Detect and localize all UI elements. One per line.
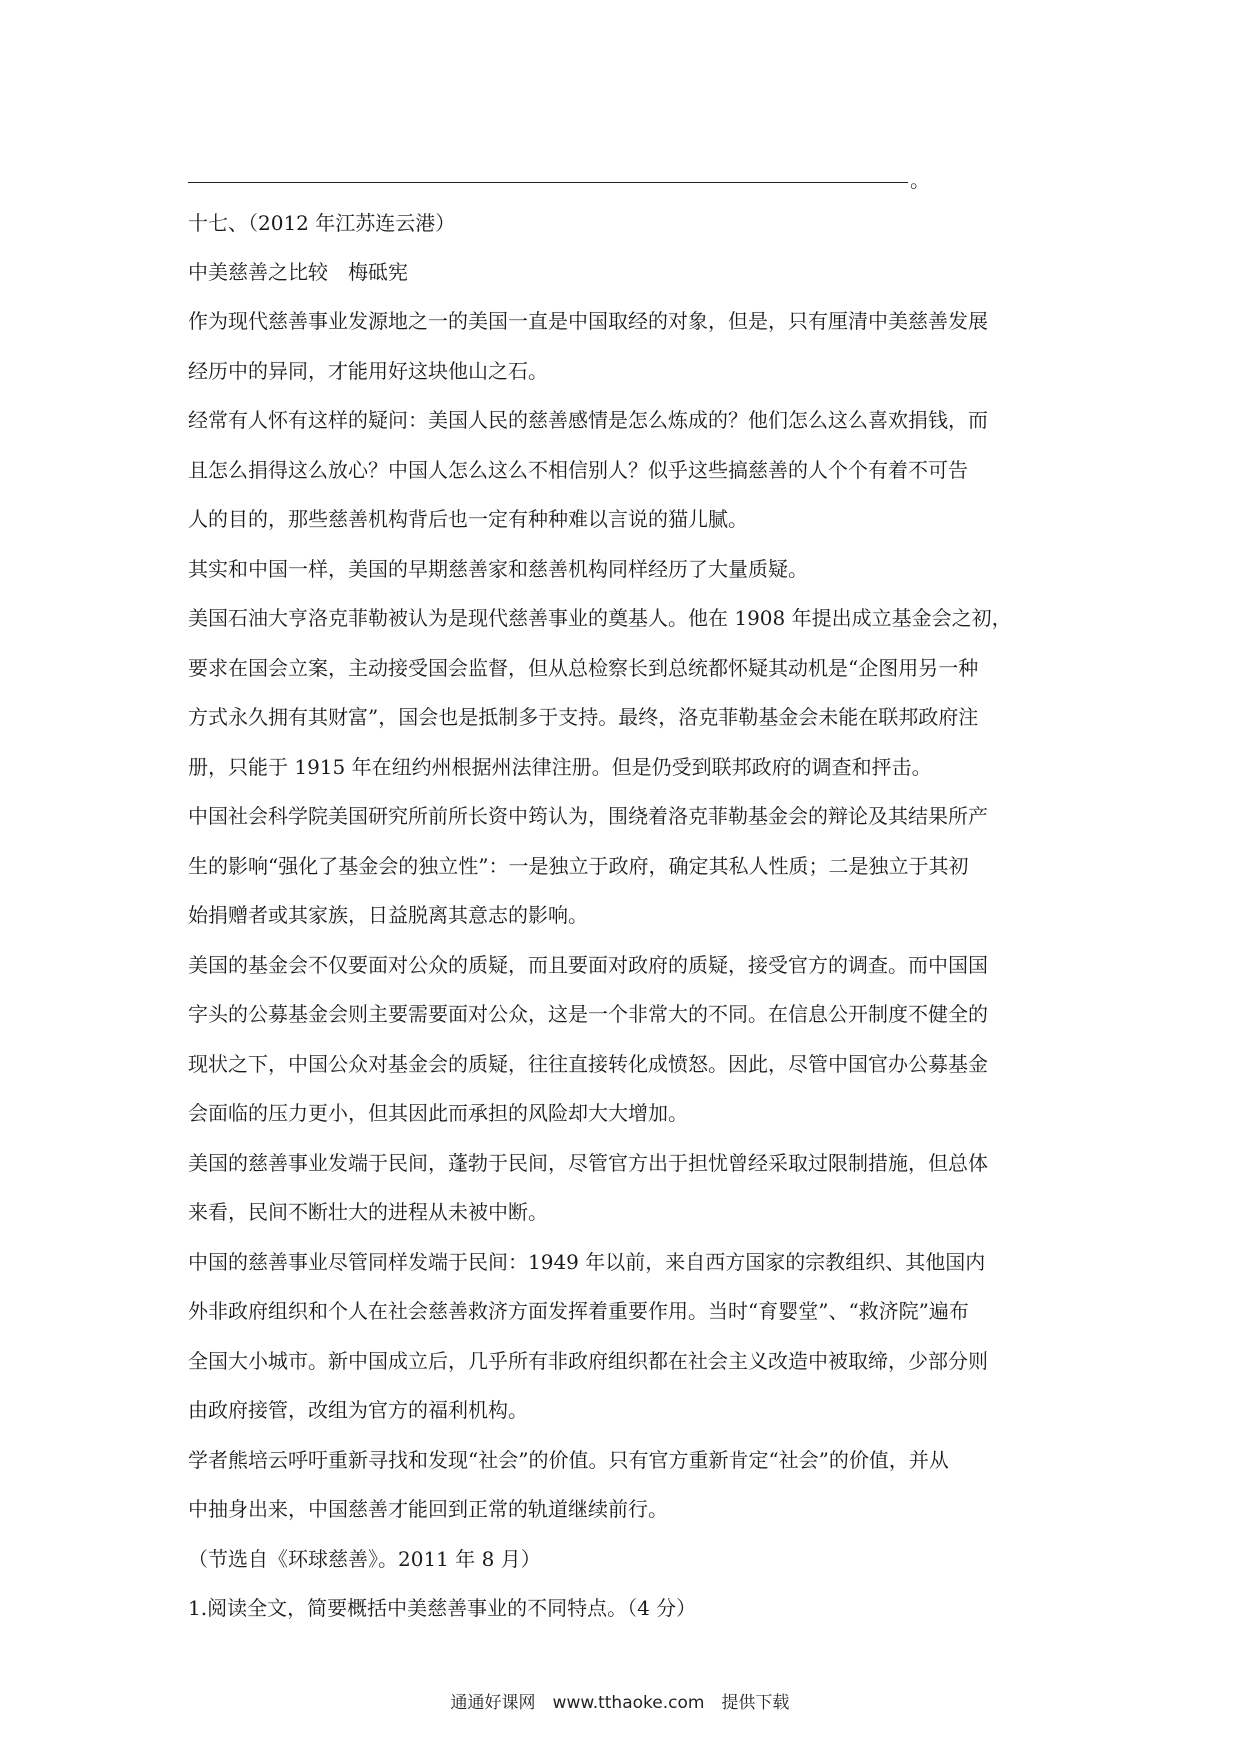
section-heading: 十七、（2012 年江苏连云港）: [188, 211, 456, 235]
page-footer: 通通好课网 www.tthaoke.com 提供下载: [450, 1693, 790, 1713]
text-line: 中国的慈善事业尽管同样发端于民间：1949 年以前，来自西方国家的宗教组织、其他国内: [188, 1249, 986, 1274]
text-line: 美国的慈善事业发端于民间，蓬勃于民间，尽管官方出于担忧曾经采取过限制措施，但总体: [188, 1150, 988, 1175]
text-line: 且怎么捐得这么放心？中国人怎么这么不相信别人？似乎这些搞慈善的人个个有着不可告: [188, 457, 968, 482]
text-line: 生的影响“强化了基金会的独立性”：一是独立于政府，确定其私人性质；二是独立于其初: [188, 853, 969, 878]
text-line: 美国的基金会不仅要面对公众的质疑，而且要面对政府的质疑，接受官方的调查。而中国国: [188, 952, 988, 977]
text-line: 经常有人怀有这样的疑问：美国人民的慈善感情是怎么炼成的？他们怎么这么喜欢捐钱，而: [188, 408, 988, 432]
text-line: 会面临的压力更小，但其因此而承担的风险却大大增加。: [188, 1101, 688, 1125]
text-line: 其实和中国一样，美国的早期慈善家和慈善机构同样经历了大量质疑。: [188, 556, 808, 581]
text-line: 1.阅读全文，简要概括中美慈善事业的不同特点。（4 分）: [188, 1596, 697, 1620]
text-line: 始捐赠者或其家族，日益脱离其意志的影响。: [188, 903, 588, 927]
answer-blank: [188, 160, 928, 190]
text-line: 由政府接管，改组为官方的福利机构。: [188, 1398, 528, 1422]
text-line: 全国大小城市。新中国成立后，几乎所有非政府组织都在社会主义改造中被取缔，少部分则: [188, 1348, 988, 1373]
text-line: 学者熊培云呼吁重新寻找和发现“社会”的价值。只有官方重新肯定“社会”的价值，并从: [188, 1447, 949, 1472]
answer-period: 。: [910, 168, 930, 192]
answer-underline: [188, 182, 908, 183]
text-line: 外非政府组织和个人在社会慈善救济方面发挥着重要作用。当时“育婴堂”、“救济院”遍布: [188, 1299, 969, 1323]
text-line: 方式永久拥有其财富”，国会也是抵制多于支持。最终，洛克菲勒基金会未能在联邦政府注: [188, 705, 979, 729]
text-line: 现状之下，中国公众对基金会的质疑，往往直接转化成愤怒。因此，尽管中国官办公募基金: [188, 1051, 988, 1076]
text-line: 来看，民间不断壮大的进程从未被中断。: [188, 1200, 548, 1224]
text-line: 人的目的，那些慈善机构背后也一定有种种难以言说的猫儿腻。: [188, 507, 748, 531]
text-line: 美国石油大亨洛克菲勒被认为是现代慈善事业的奠基人。他在 1908 年提出成立基金会之初，: [188, 606, 1012, 630]
article-body: [188, 308, 1058, 1622]
text-line: 册，只能于 1915 年在纽约州根据州法律注册。但是仍受到联邦政府的调查和抨击。: [188, 754, 932, 779]
question-content: [188, 210, 1058, 1645]
text-line: 经历中的异同，才能用好这块他山之石。: [188, 358, 548, 383]
text-line: 中国社会科学院美国研究所前所长资中筠认为，围绕着洛克菲勒基金会的辩论及其结果所产: [188, 804, 988, 828]
text-line: （节选自《环球慈善》。2011 年 8 月）: [188, 1546, 541, 1571]
text-line: 作为现代慈善事业发源地之一的美国一直是中国取经的对象，但是，只有厘清中美慈善发展: [188, 309, 988, 333]
article-title: 中美慈善之比较 梅砥宪: [188, 260, 408, 284]
text-line: 中抽身出来，中国慈善才能回到正常的轨道继续前行。: [188, 1497, 668, 1521]
text-line: 字头的公募基金会则主要需要面对公众，这是一个非常大的不同。在信息公开制度不健全的: [188, 1002, 988, 1026]
text-line: 要求在国会立案，主动接受国会监督，但从总检察长到总统都怀疑其动机是“企图用另一种: [188, 655, 979, 680]
